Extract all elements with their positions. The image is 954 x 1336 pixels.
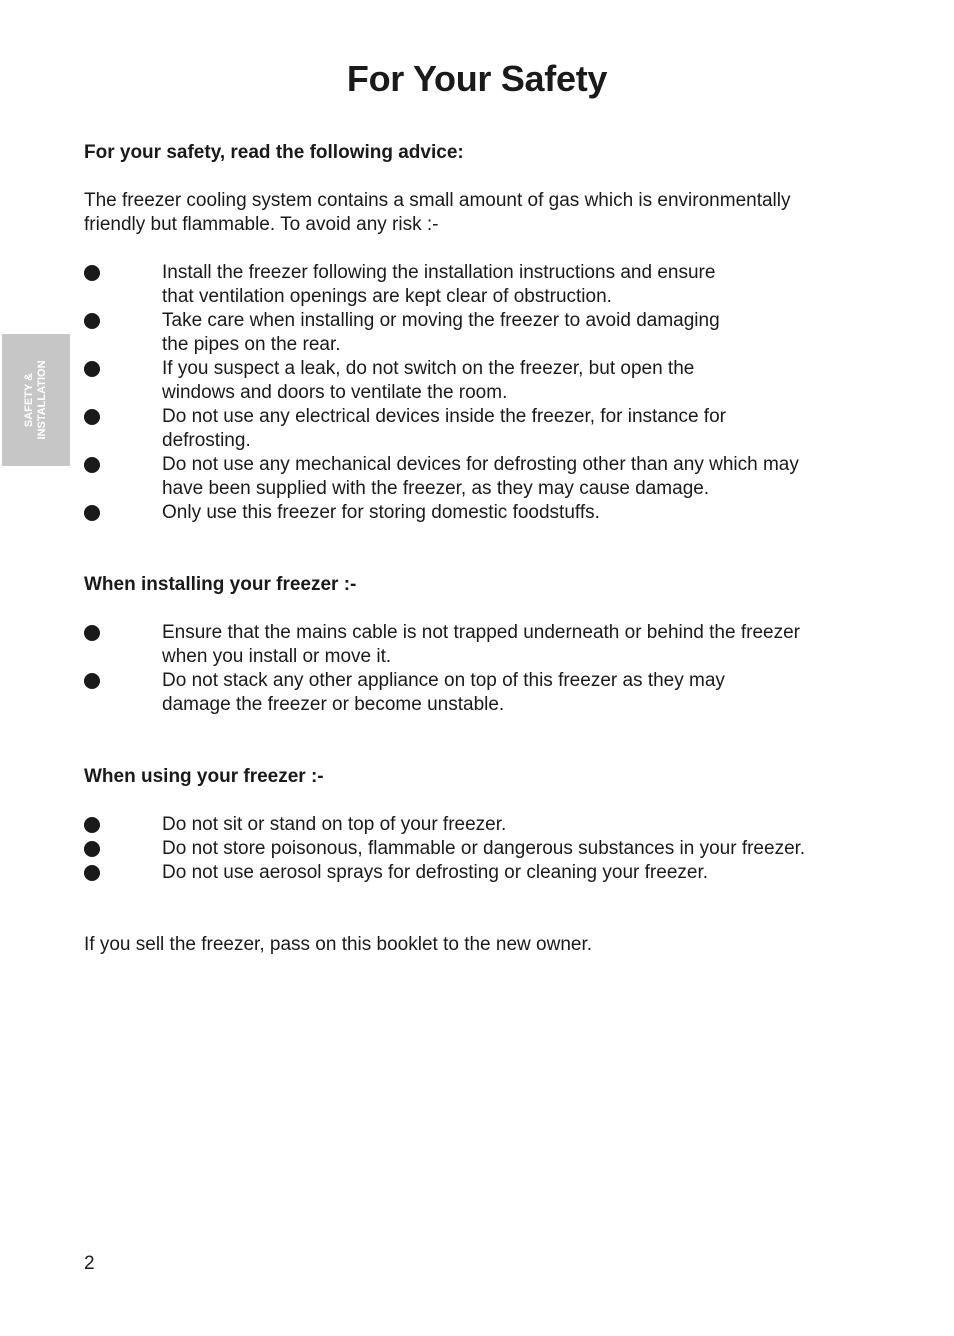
bullet-icon [84,841,100,857]
list-item-line1: Do not use any mechanical devices for defrosting other than any which may [162,454,799,475]
bullet-icon [84,361,100,377]
bullet-icon [84,409,100,425]
installing-advice-list [84,621,874,717]
list-item-line1: Do not use any electrical devices inside the freezer, for instance for [162,406,726,427]
using-heading: When using your freezer :- [84,766,324,787]
list-item-line2: that ventilation openings are kept clear of obstruction. [162,286,612,307]
list-item-line1: If you suspect a leak, do not switch on the freezer, but open the [162,358,695,379]
list-item-line2: the pipes on the rear. [162,334,341,355]
list-item [84,357,874,405]
page-title: For Your Safety [346,58,608,99]
using-advice-list [84,813,874,885]
section-side-tab [2,334,70,466]
bullet-icon [84,457,100,473]
list-item [84,837,874,861]
installing-heading: When installing your freezer :- [84,574,357,595]
list-item [84,813,874,837]
list-item-line2: have been supplied with the freezer, as they may cause damage. [162,478,710,499]
list-item [84,501,874,525]
list-item-line2: damage the freezer or become unstable. [162,694,505,715]
side-tab-label [23,360,49,439]
list-item [84,453,874,501]
safety-intro-line1: The freezer cooling system contains a small amount of gas which is environmentally [84,190,791,211]
list-item [84,861,874,885]
safety-intro-paragraph [84,189,874,237]
list-item-line2: when you install or move it. [162,646,392,667]
list-item-line1: Only use this freezer for storing domestic foodstuffs. [162,502,600,523]
safety-advice-list [84,261,874,525]
list-item-line1: Ensure that the mains cable is not trapped underneath or behind the freezer [162,622,800,643]
list-item [84,621,874,669]
list-item [84,261,874,309]
list-item-line1: Do not stack any other appliance on top of this freezer as they may [162,670,725,691]
list-item [84,669,874,717]
bullet-icon [84,625,100,641]
bullet-icon [84,313,100,329]
bullet-icon [84,673,100,689]
list-item-line1: Do not use aerosol sprays for defrosting or cleaning your freezer. [162,862,709,883]
list-item-line1: Install the freezer following the installation instructions and ensure [162,262,716,283]
list-item-line2: defrosting. [162,430,251,451]
side-tab-label-line2: INSTALLATION [36,360,48,440]
list-item-line2: windows and doors to ventilate the room. [162,382,508,403]
list-item-line1: Do not sit or stand on top of your freezer. [162,814,507,835]
page-number: 2 [84,1253,95,1274]
list-item [84,309,874,357]
bullet-icon [84,265,100,281]
safety-advice-heading: For your safety, read the following advice: [84,142,464,163]
bullet-icon [84,817,100,833]
list-item [84,405,874,453]
side-tab-label-line1: SAFETY & [23,372,35,428]
list-item-line1: Do not store poisonous, flammable or dangerous substances in your freezer. [162,838,806,859]
page-content [84,141,874,957]
bullet-icon [84,865,100,881]
bullet-icon [84,505,100,521]
safety-intro-line2: friendly but flammable. To avoid any risk :- [84,214,439,235]
closing-note: If you sell the freezer, pass on this booklet to the new owner. [84,934,593,955]
list-item-line1: Take care when installing or moving the freezer to avoid damaging [162,310,720,331]
